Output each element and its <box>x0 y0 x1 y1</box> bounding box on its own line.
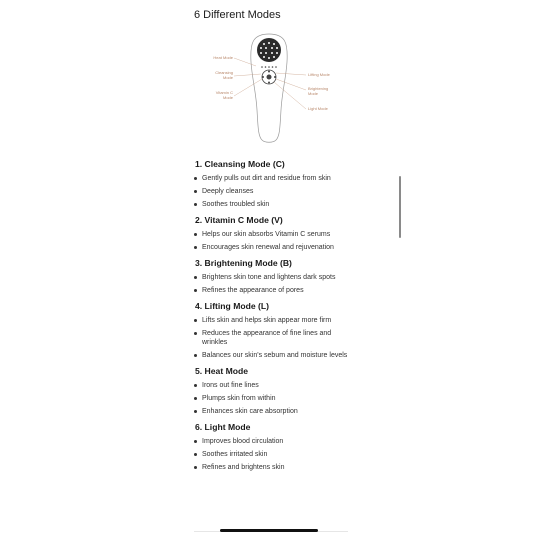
svg-text:Mode: Mode <box>222 95 233 100</box>
bullet-text: Lifts skin and helps skin appear more firm <box>202 317 332 324</box>
bullet-text: Helps our skin absorbs Vitamin C serums <box>202 231 331 238</box>
bullet-text: Encourages skin renewal and rejuvenation <box>202 244 334 251</box>
bullet-dot <box>194 384 197 387</box>
section-brightening-mode <box>194 257 354 295</box>
section-heading: 2. Vitamin C Mode (V) <box>195 215 283 225</box>
section-vitamin-c-mode <box>194 214 354 252</box>
scrollbar-thumb[interactable] <box>399 176 401 238</box>
bullet-item <box>194 316 354 325</box>
label-brightening-mode: Brightening <box>308 86 329 91</box>
svg-text:Mode: Mode <box>308 91 319 96</box>
bullet-dot <box>194 190 197 193</box>
section-heading: 3. Brightening Mode (B) <box>195 258 292 268</box>
bullet-text: Gently pulls out dirt and residue from skin <box>202 175 331 182</box>
bullet-item <box>194 200 354 209</box>
bullet-text: Soothes irritated skin <box>202 451 268 458</box>
modes-list <box>194 158 354 477</box>
section-heading: 6. Light Mode <box>195 422 251 432</box>
bullet-dot <box>194 246 197 249</box>
bullet-item <box>194 463 354 472</box>
bullet-text: Brightens skin tone and lightens dark spots <box>202 274 336 281</box>
bullet-list <box>194 174 354 209</box>
label-light-mode: Light Mode <box>308 106 328 111</box>
bullet-item <box>194 187 354 196</box>
bullet-dot <box>194 332 197 335</box>
bullet-item <box>194 351 354 360</box>
label-lifting-mode: Lifting Mode <box>308 72 330 77</box>
section-heading: 5. Heat Mode <box>195 366 249 376</box>
bullet-list <box>194 316 354 360</box>
bullet-dot <box>194 289 197 292</box>
bullet-text: Balances our skin's sebum and moisture levels <box>202 352 348 359</box>
bullet-text: Deeply cleanses <box>202 188 254 195</box>
bullet-dot <box>194 319 197 322</box>
bullet-item <box>194 381 354 390</box>
bullet-list <box>194 230 354 252</box>
section-heat-mode <box>194 365 354 416</box>
bullet-text: Plumps skin from within <box>202 395 276 402</box>
bullet-text: Enhances skin care absorption <box>202 408 298 415</box>
bullet-dot <box>194 466 197 469</box>
bullet-item <box>194 243 354 252</box>
bullet-text: Soothes troubled skin <box>202 201 270 208</box>
bullet-dot <box>194 276 197 279</box>
bullet-list <box>194 273 354 295</box>
bullet-dot <box>194 203 197 206</box>
bullet-item <box>194 394 354 403</box>
bullet-text: Refines the appearance of pores <box>202 287 304 294</box>
bullet-item <box>194 174 354 183</box>
bullet-dot <box>194 177 197 180</box>
label-heat-mode: Heat Mode <box>213 55 233 60</box>
bullet-item <box>194 286 354 295</box>
section-lifting-mode <box>194 300 354 360</box>
bullet-dot <box>194 440 197 443</box>
bullet-text: Reduces the appearance of fine lines and wrinkles <box>202 330 332 346</box>
bullet-dot <box>194 233 197 236</box>
bullet-item <box>194 407 354 416</box>
device-diagram <box>194 32 344 144</box>
bullet-text: Irons out fine lines <box>202 382 259 389</box>
bullet-dot <box>194 397 197 400</box>
label-vitamin-c-mode: Vitamin C <box>215 90 233 95</box>
section-light-mode <box>194 421 354 472</box>
bullet-item <box>194 329 354 347</box>
svg-text:Mode: Mode <box>222 75 233 80</box>
section-heading: 1. Cleansing Mode (C) <box>195 159 285 169</box>
page-title: 6 Different Modes <box>194 9 281 21</box>
bullet-list <box>194 437 354 472</box>
home-indicator[interactable] <box>220 529 318 532</box>
bullet-item <box>194 437 354 446</box>
bullet-list <box>194 381 354 416</box>
bullet-text: Improves blood circulation <box>202 438 284 445</box>
section-cleansing-mode <box>194 158 354 209</box>
bullet-dot <box>194 453 197 456</box>
bullet-text: Refines and brightens skin <box>202 464 285 471</box>
bullet-dot <box>194 354 197 357</box>
bullet-item <box>194 450 354 459</box>
bullet-item <box>194 230 354 239</box>
bullet-item <box>194 273 354 282</box>
section-heading: 4. Lifting Mode (L) <box>195 301 269 311</box>
label-cleansing-mode: Cleansing <box>215 70 233 75</box>
bullet-dot <box>194 410 197 413</box>
